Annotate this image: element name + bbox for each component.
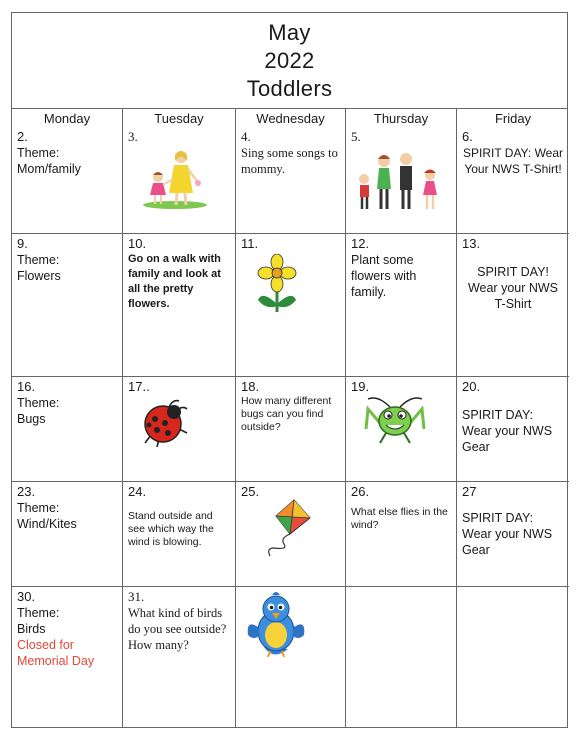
activity-text: What else flies in the wind? xyxy=(351,506,448,531)
day-header-tuesday: Tuesday xyxy=(154,111,204,126)
date-number: 27 xyxy=(462,484,477,499)
activity-text: Sing some songs to mommy. xyxy=(241,146,338,176)
day-cell-12 xyxy=(346,234,457,377)
day-cell-11 xyxy=(236,234,346,377)
calendar-title xyxy=(12,13,567,109)
day-header-wednesday: Wednesday xyxy=(256,111,325,126)
day-header-friday: Friday xyxy=(494,111,532,126)
date-number: 9. xyxy=(17,236,28,251)
day-cell-5 xyxy=(346,109,457,234)
spirit-day-text: SPIRIT DAY: Wear your NWS Gear xyxy=(462,408,553,454)
day-cell-27 xyxy=(457,482,569,587)
year-label: 2022 xyxy=(264,48,315,73)
day-cell-23 xyxy=(12,482,123,587)
day-header-thursday: Thursday xyxy=(373,111,429,126)
empty-cell xyxy=(457,587,569,727)
day-cell-20 xyxy=(457,377,569,482)
month-label: May xyxy=(268,20,311,45)
date-number: 11. xyxy=(241,236,259,251)
theme-text: Theme: Flowers xyxy=(17,253,61,283)
activity-text: Plant some flowers with family. xyxy=(351,253,417,299)
grasshopper-icon xyxy=(364,395,426,445)
date-number: 5. xyxy=(351,129,361,144)
date-number: 23. xyxy=(17,484,36,499)
spirit-day-text: SPIRIT DAY: Wear Your NWS T-Shirt! xyxy=(462,146,564,176)
theme-text: Theme: Mom/family xyxy=(17,146,81,176)
date-number: 4. xyxy=(241,129,251,144)
day-cell-bird xyxy=(236,587,346,727)
day-cell-18 xyxy=(236,377,346,482)
day-cell-10 xyxy=(123,234,236,377)
day-cell-24 xyxy=(123,482,236,587)
date-number: 30. xyxy=(17,589,36,604)
day-cell-26 xyxy=(346,482,457,587)
date-number: 25. xyxy=(241,484,260,499)
closed-notice: Closed for Memorial Day xyxy=(17,638,95,668)
group-label: Toddlers xyxy=(246,76,333,101)
day-cell-30 xyxy=(12,587,123,727)
date-number: 20. xyxy=(462,379,481,394)
kite-icon xyxy=(260,498,312,560)
theme-text: Theme: Birds xyxy=(17,606,60,636)
empty-cell xyxy=(346,587,457,727)
calendar xyxy=(11,12,568,728)
date-number: 26. xyxy=(351,484,370,499)
day-cell-9 xyxy=(12,234,123,377)
spirit-day-text: SPIRIT DAY: Wear your NWS Gear xyxy=(462,511,553,557)
date-number: 12. xyxy=(351,236,370,251)
day-cell-2 xyxy=(12,109,123,234)
flower-icon xyxy=(254,254,300,314)
date-number: 6. xyxy=(462,129,473,144)
date-number: 13. xyxy=(462,236,481,251)
theme-text: Theme: Bugs xyxy=(17,396,60,426)
day-cell-16 xyxy=(12,377,123,482)
day-cell-13 xyxy=(457,234,569,377)
date-number: 10. xyxy=(128,236,147,251)
date-number: 31. xyxy=(128,589,145,604)
mother-daughter-icon xyxy=(141,149,209,209)
family-icon xyxy=(354,151,446,213)
date-number: 19. xyxy=(351,379,370,394)
bird-icon xyxy=(244,591,308,661)
date-number: 3. xyxy=(128,129,138,144)
day-cell-4 xyxy=(236,109,346,234)
activity-text: Go on a walk with family and look at all the pretty flowers. xyxy=(128,253,221,310)
day-cell-3 xyxy=(123,109,236,234)
day-cell-17 xyxy=(123,377,236,482)
activity-text: What kind of birds do you see outside? How many? xyxy=(128,606,227,652)
spirit-day-text: SPIRIT DAY! Wear your NWS T-Shirt xyxy=(467,265,559,311)
ladybug-icon xyxy=(139,397,191,447)
date-number: 16. xyxy=(17,379,36,394)
date-number: 2. xyxy=(17,129,28,144)
day-header-monday: Monday xyxy=(43,111,91,126)
date-number: 18. xyxy=(241,379,260,394)
date-number: 17.. xyxy=(128,379,150,394)
activity-text: How many different bugs can you find outside? xyxy=(241,395,332,433)
day-cell-19 xyxy=(346,377,457,482)
day-cell-25 xyxy=(236,482,346,587)
day-cell-31 xyxy=(123,587,236,727)
date-number: 24. xyxy=(128,484,147,499)
activity-text: Stand outside and see which way the wind is blowing. xyxy=(128,510,214,548)
day-cell-6 xyxy=(457,109,569,234)
theme-text: Theme: Wind/Kites xyxy=(17,501,77,531)
